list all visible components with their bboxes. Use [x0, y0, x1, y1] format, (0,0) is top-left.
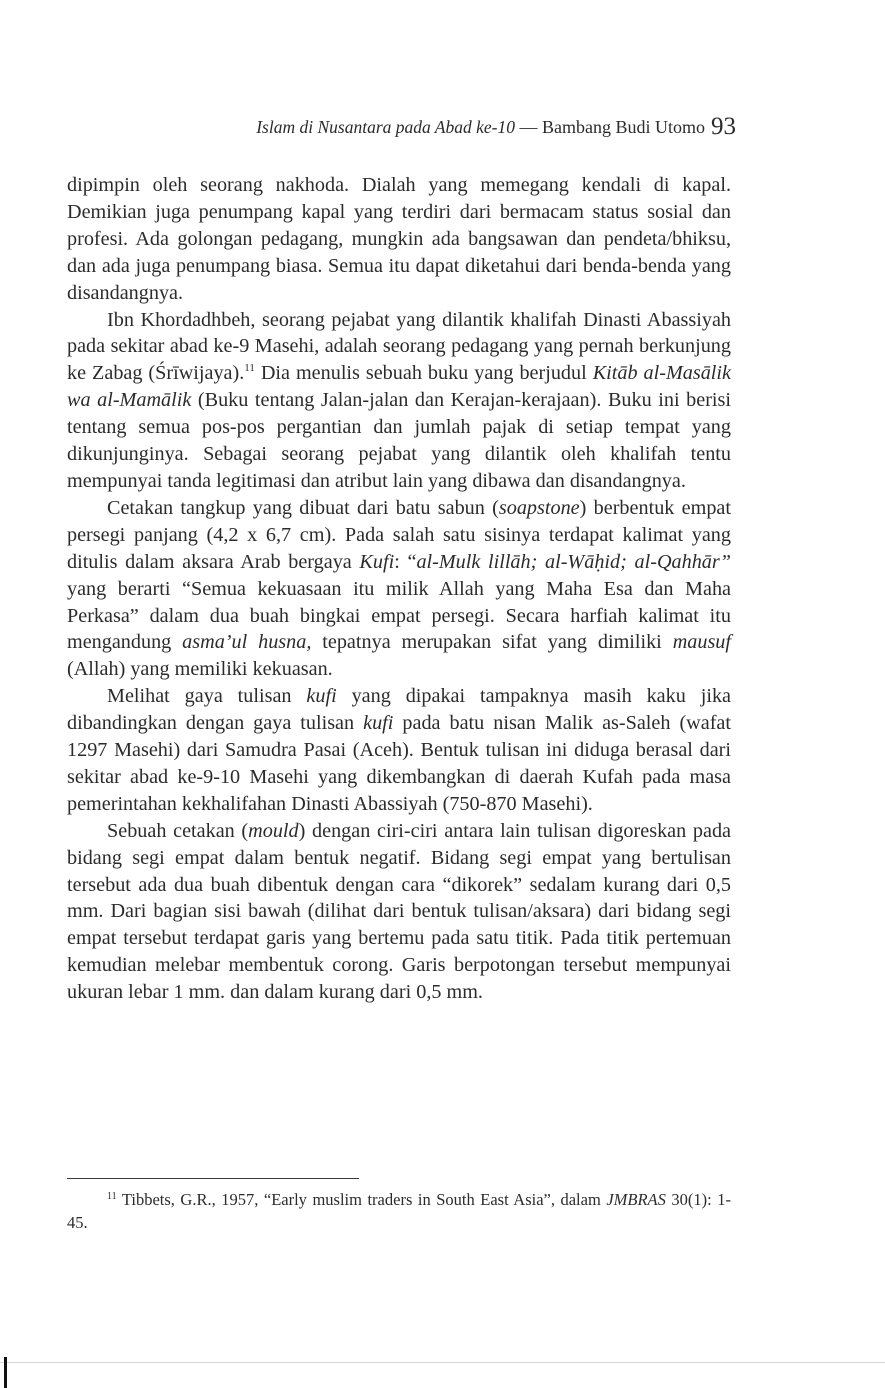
text-run: Cetakan tangkup yang dibuat dari batu sabun ( — [107, 496, 499, 519]
page-number: 93 — [711, 113, 736, 140]
text-run: (Allah) yang memiliki kekuasan. — [67, 658, 333, 681]
scan-bottom-edge — [0, 1362, 885, 1363]
footnote-marker: 11 — [107, 1191, 117, 1202]
text-run: dipimpin oleh seorang nakhoda. Dialah yang memegang kendali di kapal. Demikian juga penumpang kapal yang terdiri dari bermacam status sosial dan profesi. Ada golongan pedagang, mungkin ada bangsawan dan pendeta/bhiksu, dan ada juga penumpang biasa. Semua itu dapat diketahui dari benda-benda yang disandangnya. — [67, 174, 731, 304]
italic-run: Kitāb al-Masālik wa al-Mamālik — [67, 362, 731, 412]
running-header-author: Bambang Budi Utomo — [542, 117, 705, 137]
footnote-separator — [67, 1178, 359, 1179]
body-paragraph — [67, 172, 731, 307]
text-run: tepatnya merupakan sifat yang dimiliki — [311, 631, 673, 654]
scan-edge-mark — [4, 1357, 7, 1388]
italic-run: al-Mulk lillāh; al-Wāḥid; al-Qahhār” — [416, 550, 731, 573]
italic-run: kufi — [363, 712, 394, 735]
running-header-dash: — — [515, 117, 542, 137]
text-run: Melihat gaya tulisan — [107, 685, 307, 708]
running-header — [176, 112, 736, 142]
italic-run: soapstone — [498, 496, 580, 519]
text-run: Tibbets, G.R., 1957, “Early muslim traders in South East Asia”, dalam — [116, 1190, 607, 1209]
footnote-entry — [67, 1188, 731, 1234]
body-paragraph — [67, 818, 731, 1006]
italic-run: mould — [248, 819, 299, 842]
text-run: Ibn Khordadhbeh, seorang pejabat yang dilantik khalifah Dinasti Abassiyah pada sekitar abad ke-9 Masehi, adalah seorang pedagang yang pernah berkunjung ke Zabag (Śrīwijaya). — [67, 308, 731, 385]
text-run: 30(1): 1-45. — [67, 1190, 731, 1232]
body-text — [67, 172, 731, 1006]
text-run: yang berarti “Semua kekuasaan itu milik Allah yang Maha Esa dan Maha Perkasa” dalam dua buah bingkai empat persegi. Secara harfiah kalimat itu mengandung — [67, 577, 731, 654]
italic-run: kufi — [306, 685, 337, 708]
text-run: ) dengan ciri-ciri antara lain tulisan digoreskan pada bidang segi empat dalam bentuk negatif. Bidang segi empat yang bertulisan tersebut ada dua buah dibentuk dengan cara “dikorek” sedalam kurang dari 0,5 mm. Dari bagian sisi bawah (dilihat dari bentuk tulisan/aksara) dari bidang segi empat tersebut terdapat garis yang bertemu pada satu titik. Pada titik pertemuan kemudian melebar membentuk corong. Garis berpotongan tersebut mempunyai ukuran lebar 1 mm. dan dalam kurang dari 0,5 mm. — [67, 819, 731, 1004]
italic-run: asma’ul husna, — [182, 631, 312, 654]
text-run: pada batu nisan Malik as-Saleh (wafat 1297 Masehi) dari Samudra Pasai (Aceh). Bentuk tulisan ini diduga berasal dari sekitar abad ke-9-10 Masehi yang dikembangkan di daerah Kufah pada masa pemerintahan kekhalifahan Dinasti Abassiyah (750-870 Masehi). — [67, 712, 732, 815]
italic-run: Kufi — [359, 550, 395, 573]
text-run: Sebuah cetakan ( — [107, 819, 249, 842]
italic-run: mausuf — [672, 631, 732, 654]
running-header-title: Islam di Nusantara pada Abad ke-10 — [256, 117, 515, 137]
text-run: : “ — [394, 550, 417, 573]
body-paragraph — [67, 495, 731, 683]
body-paragraph — [67, 683, 731, 818]
footnotes — [67, 1188, 731, 1234]
body-paragraph — [67, 307, 731, 495]
text-run: ) berbentuk empat persegi panjang (4,2 x 6,7 cm). Pada salah satu sisinya terdapat kalimat yang ditulis dalam aksara Arab bergaya — [67, 496, 731, 573]
footnote-marker: 11 — [244, 362, 255, 375]
text-run: (Buku tentang Jalan-jalan dan Kerajan-kerajaan). Buku ini berisi tentang semua pos-pos pergantian dan jumlah pajak di setiap tempat yang dikunjunginya. Sebagai seorang pejabat yang dilantik oleh khalifah tentu mempunyai tanda legitimasi dan atribut lain yang dibawa dan disandangnya. — [67, 389, 731, 492]
text-run: Dia menulis sebuah buku yang berjudul — [254, 362, 593, 385]
italic-run: JMBRAS — [606, 1190, 666, 1209]
text-run: yang dipakai tampaknya masih kaku jika dibandingkan dengan gaya tulisan — [67, 685, 731, 735]
